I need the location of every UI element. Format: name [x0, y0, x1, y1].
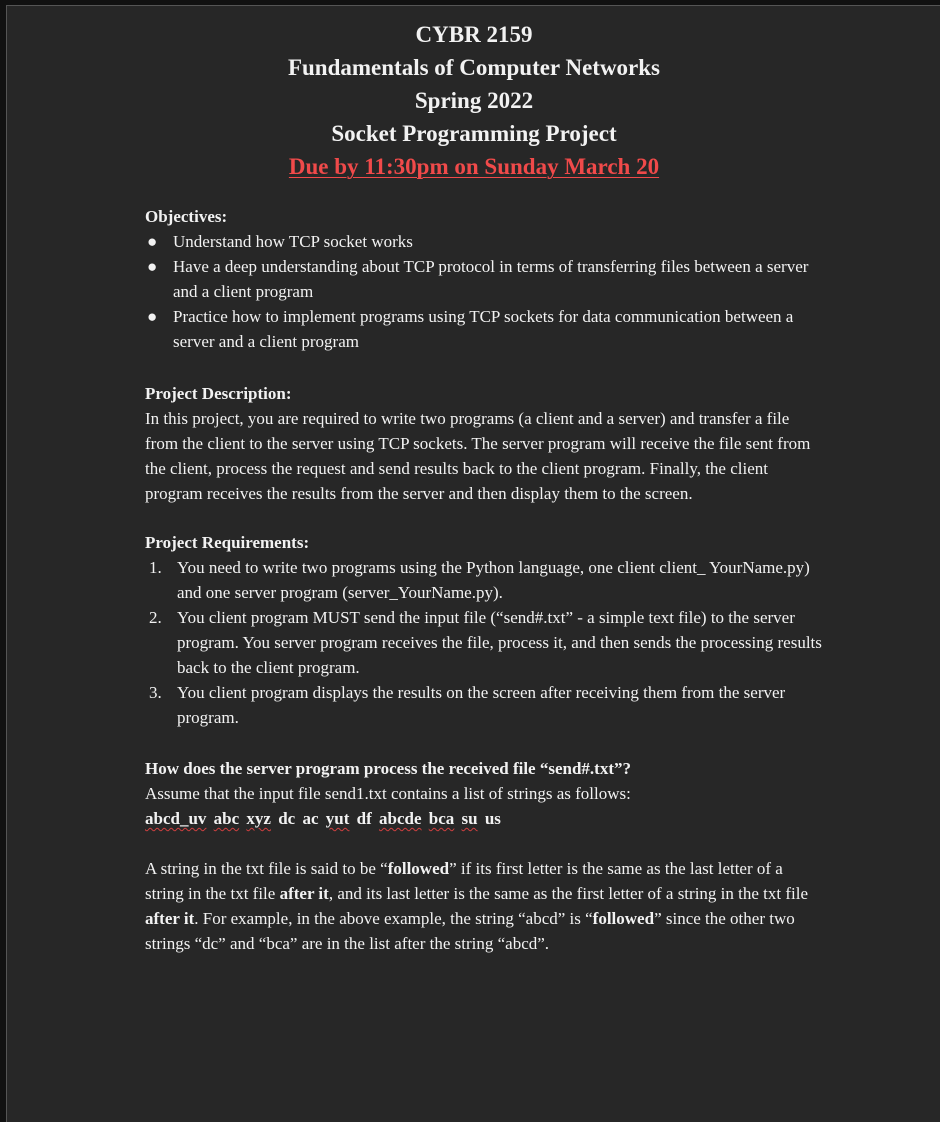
string-item: su — [461, 809, 478, 828]
string-item: abc — [213, 809, 240, 828]
string-list — [145, 806, 825, 831]
bullet-icon: ● — [147, 257, 158, 276]
description-paragraph: In this project, you are required to write two programs (a client and a server) and transfer a file from the client to the server using TCP sockets. The server program will receive the file sent from the client, process the request and send results back to the client program. Finally, the client program receives the results from the server and then display them to the screen. — [145, 409, 811, 503]
bullet-icon: ● — [147, 307, 158, 326]
document-header — [7, 18, 940, 183]
string-item: df — [356, 809, 372, 828]
project-title: Socket Programming Project — [331, 121, 617, 146]
course-name: Fundamentals of Computer Networks — [287, 55, 661, 80]
objective-item: ● Practice how to implement programs using TCP sockets for data communication between a server and a client program — [145, 304, 825, 354]
string-item: abcde — [379, 809, 422, 828]
string-item: ac — [302, 809, 319, 828]
due-date-line — [7, 150, 940, 183]
requirement-item: 3. You client program displays the results on the screen after receiving them from the server program. — [149, 683, 786, 727]
document-page — [6, 5, 940, 1122]
requirements-heading: Project Requirements: — [145, 533, 310, 552]
description-heading: Project Description: — [145, 384, 292, 403]
requirement-item: 1. You need to write two programs using the Python language, one client client_ YourName.py) and one server program (server_YourName.py). — [149, 558, 810, 602]
string-item: us — [484, 809, 501, 828]
objectives-heading: Objectives: — [145, 207, 228, 226]
objective-item: ● Have a deep understanding about TCP protocol in terms of transferring files between a server and a client program — [145, 254, 825, 304]
requirement-item: 2. You client program MUST send the input file (“send#.txt” - a simple text file) to the server program. You server program receives the file, process it, and then sends the processing results back to the client program. — [149, 608, 822, 677]
objective-item: ● Understand how TCP socket works — [145, 229, 825, 254]
string-item: dc — [278, 809, 296, 828]
term: Spring 2022 — [414, 88, 534, 113]
followed-paragraph: A string in the txt file is said to be “followed” if its first letter is the same as the last letter of a string in the txt file after it, and its last letter is the same as the first letter of a string in the txt file after it. For example, in the above example, the string “abcd” is “followed” since the other two strings “dc” and “bca” are in the list after the string “abcd”. — [145, 859, 809, 953]
process-intro: Assume that the input file send1.txt contains a list of strings as follows: — [145, 784, 631, 803]
string-item: xyz — [246, 809, 271, 828]
string-item: yut — [325, 809, 350, 828]
string-item: bca — [428, 809, 455, 828]
process-heading: How does the server program process the received file “send#.txt”? — [145, 759, 631, 778]
due-date: Due by 11:30pm on Sunday March 20 — [288, 154, 660, 179]
course-code: CYBR 2159 — [415, 22, 533, 47]
objectives-list — [145, 229, 825, 354]
bullet-icon: ● — [147, 232, 158, 251]
string-item: abcd_uv — [145, 809, 207, 828]
requirements-list — [145, 555, 825, 730]
document-body — [145, 204, 825, 956]
